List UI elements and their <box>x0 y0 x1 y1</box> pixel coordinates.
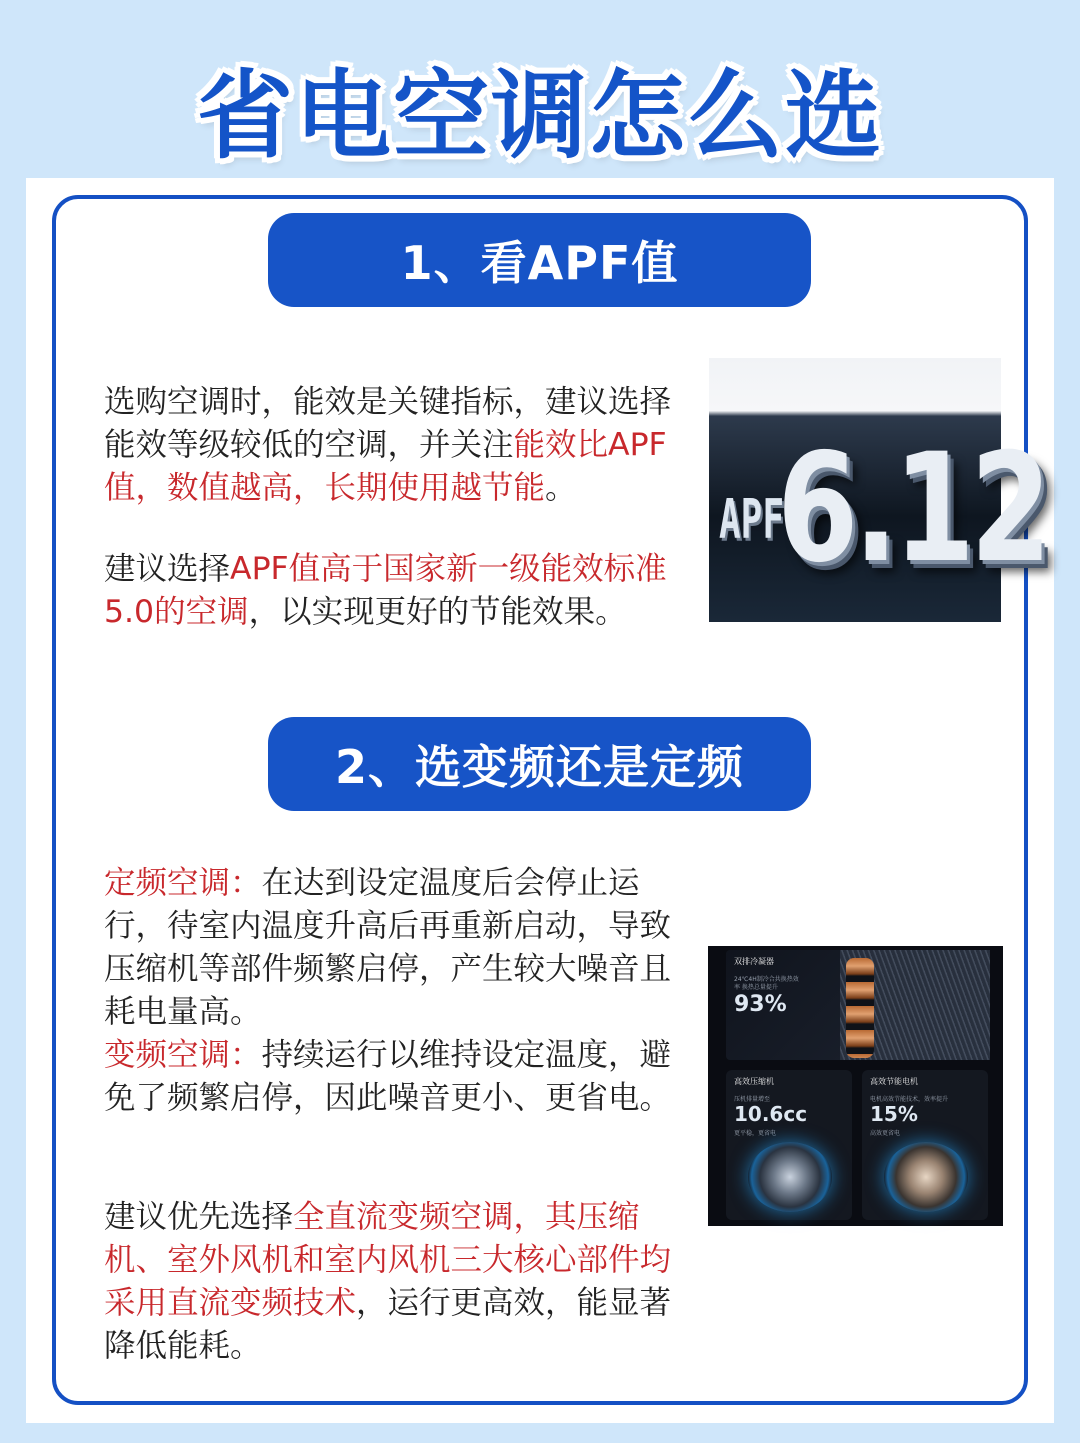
section-1-paragraph-2 <box>104 548 694 634</box>
section-1-heading: 1、看APF值 <box>268 213 811 307</box>
highlight-text: 能效比APF值，数值越高，长期使用越节能 <box>104 427 667 506</box>
page-title: 省电空调怎么选 <box>197 60 883 172</box>
motor-value: 15% <box>870 1102 918 1126</box>
paragraph-text: 在达到设定温度后会停止运行，待室内温度升高后再重新启动，导致压缩机等部件频繁启停，产生较大噪音且耗电量高。 <box>104 865 672 1030</box>
inverter-product-image <box>708 946 1003 1226</box>
motor-heading: 高效节能电机 <box>870 1077 918 1086</box>
paragraph-text: 。 <box>545 470 577 506</box>
compressor-card <box>726 1070 852 1220</box>
compressor-subtext: 压机排量增至 <box>734 1096 771 1103</box>
condenser-panel <box>726 950 990 1060</box>
highlight-text: 全直流变频空调，其压缩机、室外风机和室内风机三大核心部件均采用直流变频技术 <box>104 1199 672 1321</box>
compressor-heading: 高效压缩机 <box>734 1077 774 1086</box>
paragraph-text: 建议选择 <box>104 551 231 587</box>
paragraph-text: ，运行更高效，能显著降低能耗。 <box>104 1285 672 1364</box>
paragraph-text: 选购空调时，能效是关键指标，建议选择能效等级较低的空调，并关注 <box>104 384 672 463</box>
condenser-heading: 双排冷凝器 <box>734 957 774 966</box>
highlight-text: APF值高于国家新一级能效标准5.0的空调 <box>104 551 667 630</box>
paragraph-text: ，以实现更好的节能效果。 <box>248 594 627 630</box>
condenser-value: 93% <box>734 992 787 1017</box>
inverter-label: 变频空调： <box>104 1037 262 1073</box>
section-2-paragraph-2 <box>104 1196 694 1368</box>
section-1-paragraph-1 <box>104 381 694 510</box>
apf-label: APF <box>719 489 785 552</box>
apf-image <box>709 358 1047 622</box>
compressor-graphic <box>748 1142 832 1212</box>
fixed-frequency-label: 定频空调： <box>104 865 262 901</box>
motor-subtext: 电机高效节能技术，效率提升 <box>870 1096 949 1103</box>
motor-card <box>862 1070 988 1220</box>
copper-pipe-graphic <box>846 958 874 1058</box>
section-2-paragraph-1 <box>104 862 694 1120</box>
motor-graphic <box>884 1142 968 1212</box>
motor-note: 高效更省电 <box>870 1130 901 1137</box>
apf-value: 6.12 <box>777 422 1047 596</box>
compressor-value: 10.6cc <box>734 1102 808 1126</box>
paragraph-text: 建议优先选择 <box>104 1199 294 1235</box>
condenser-subtext: 24℃4H制冷合共换热效率 换热总量提升 <box>734 976 799 991</box>
section-2-heading: 2、选变频还是定频 <box>268 717 811 811</box>
compressor-note: 更平稳，更省电 <box>734 1130 777 1137</box>
paragraph-text: 持续运行以维持设定温度，避免了频繁启停，因此噪音更小、更省电。 <box>104 1037 672 1116</box>
